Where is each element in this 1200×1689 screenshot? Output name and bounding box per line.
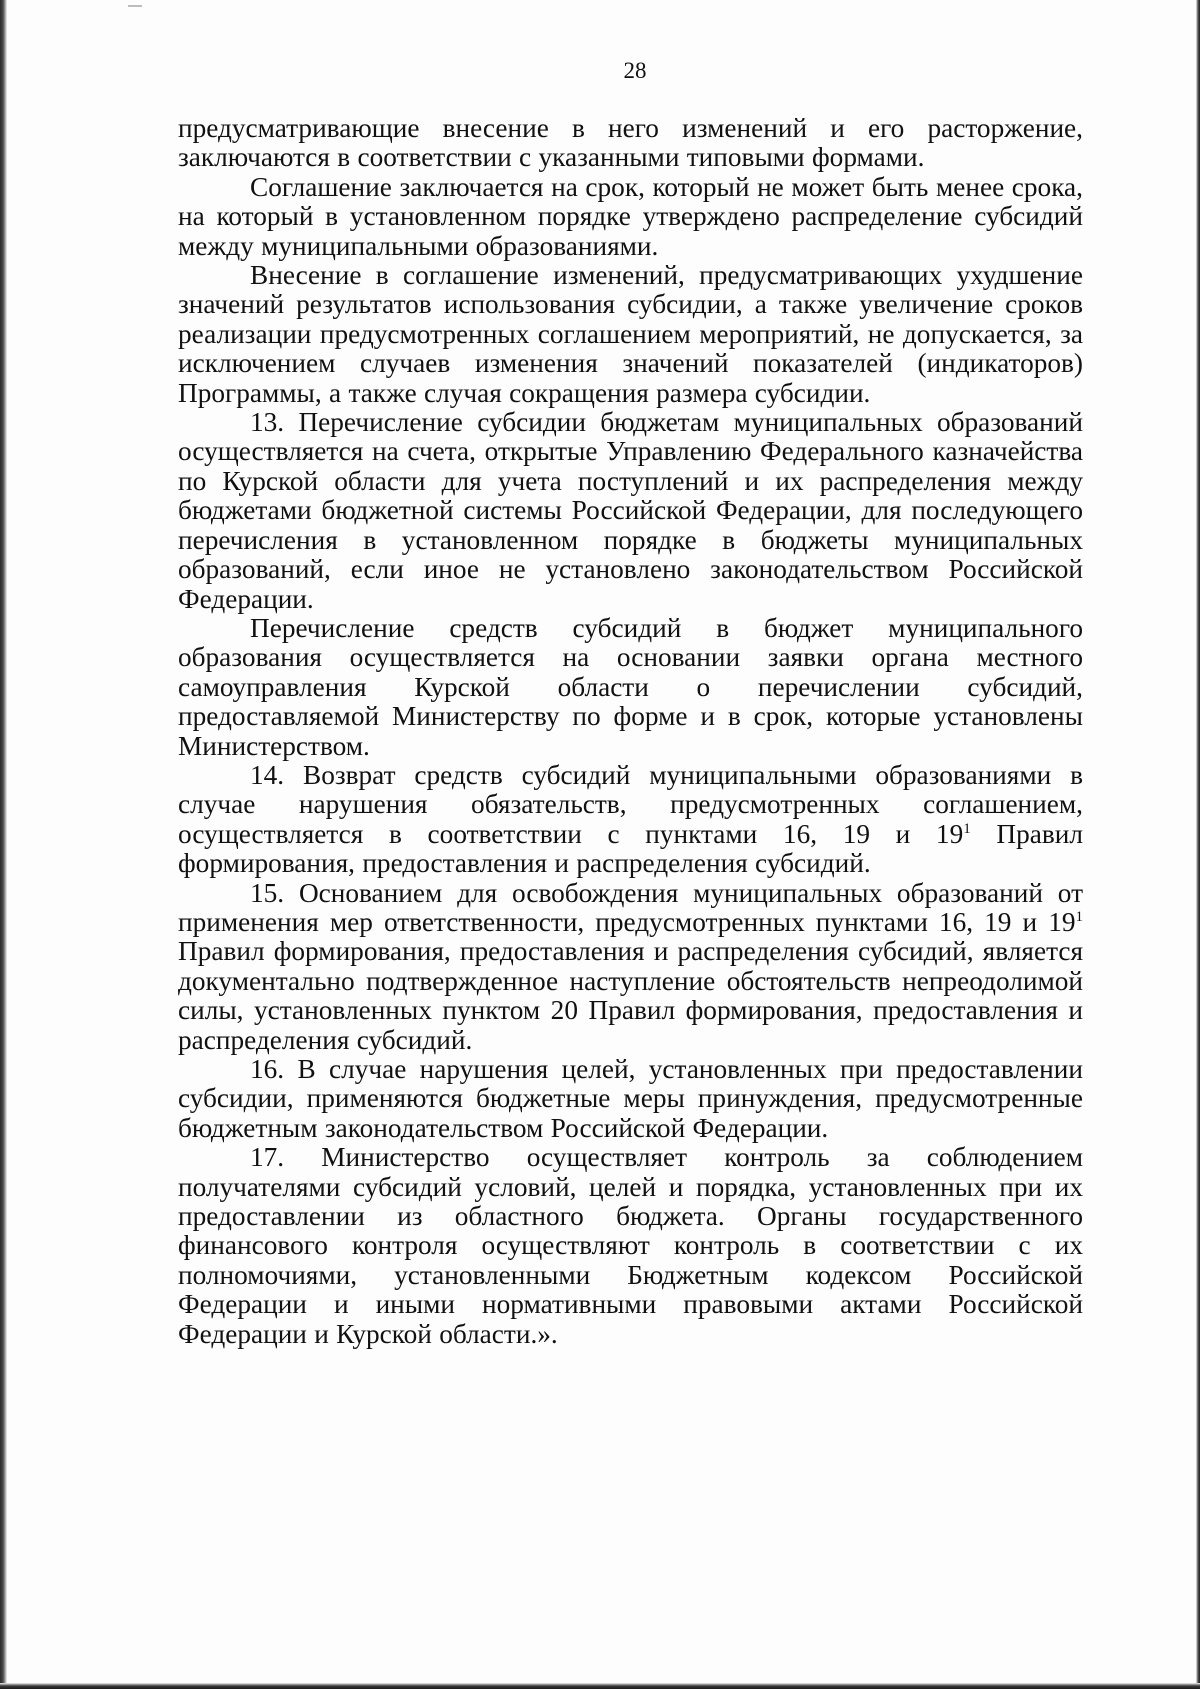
scan-edge-left — [0, 0, 7, 1689]
paragraph: Перечисление средств субсидий в бюджет муниципального образования осуществляется на основании заявки органа местного самоуправления Курской области о перечислении субсидий, предоставляемой Министерству по форме и в срок, которые установлены Министерством. — [178, 612, 1083, 761]
paragraph: 13. Перечисление субсидии бюджетам муниципальных образований осуществляется на счета, открытые Управлению Федерального казначейства по Курской области для учета поступлений и их распределения между бюджетами бюджетной системы Российской Федерации, для последующего перечисления в установленном порядке в бюджеты муниципальных образований, если иное не установлено законодательством Российской Федерации. — [178, 407, 1083, 614]
paragraph — [178, 879, 1083, 1055]
scan-mark — [128, 5, 142, 7]
paragraph: Внесение в соглашение изменений, предусматривающих ухудшение значений результатов использования субсидии, а также увеличение сроков реализации предусмотренных соглашением мероприятий, не допускается, за исключением случаев изменения значений показателей (индикаторов) Программы, а также случая сокращения размера субсидии. — [178, 260, 1083, 408]
paragraph-text: 14. Возврат средств субсидий муниципальными образованиями в случае нарушения обязательств, предусмотренных соглашением, осуществляется в соответствии с пунктами 16, 19 и 19 — [178, 759, 1083, 849]
paragraph: 16. В случае нарушения целей, установленных при предоставлении субсидии, применяются бюджетные меры принуждения, предусмотренные бюджетным законодательством Российской Федерации. — [178, 1054, 1083, 1143]
superscript: 1 — [963, 820, 971, 837]
document-body — [178, 114, 1083, 1349]
paragraph-text: Правил формирования, предоставления и распределения субсидий. — [178, 818, 1083, 879]
superscript: 1 — [1075, 908, 1083, 925]
scan-edge-right — [1196, 0, 1200, 1689]
scan-edge-bottom — [0, 1683, 1200, 1689]
paragraph: предусматривающие внесение в него изменений и его расторжение, заключаются в соответствии с указанными типовыми формами. — [178, 113, 1083, 173]
paragraph-text: Правил формирования, предоставления и распределения субсидий, является документально подтвержденное наступление обстоятельств непреодолимой силы, установленных пунктом 20 Правил формирования, предоставления и распределения субсидий. — [178, 936, 1083, 1055]
paragraph — [178, 761, 1083, 879]
paragraph-text: 15. Основанием для освобождения муниципальных образований от применения мер ответственности, предусмотренных пунктами 16, 19 и 19 — [178, 877, 1083, 937]
page-number: 28 — [623, 58, 647, 83]
paragraph: Соглашение заключается на срок, который не может быть менее срока, на который в установленном порядке утверждено распределение субсидий между муниципальными образованиями. — [178, 171, 1083, 261]
paragraph: 17. Министерство осуществляет контроль за соблюдением получателями субсидий условий, целей и порядка, установленных при их предоставлении из областного бюджета. Органы государственного финансового контроля осуществляют контроль в соответствии с их полномочиями, установленными Бюджетным кодексом Российской Федерации и иными нормативными правовыми актами Российской Федерации и Курской области.». — [178, 1142, 1083, 1349]
